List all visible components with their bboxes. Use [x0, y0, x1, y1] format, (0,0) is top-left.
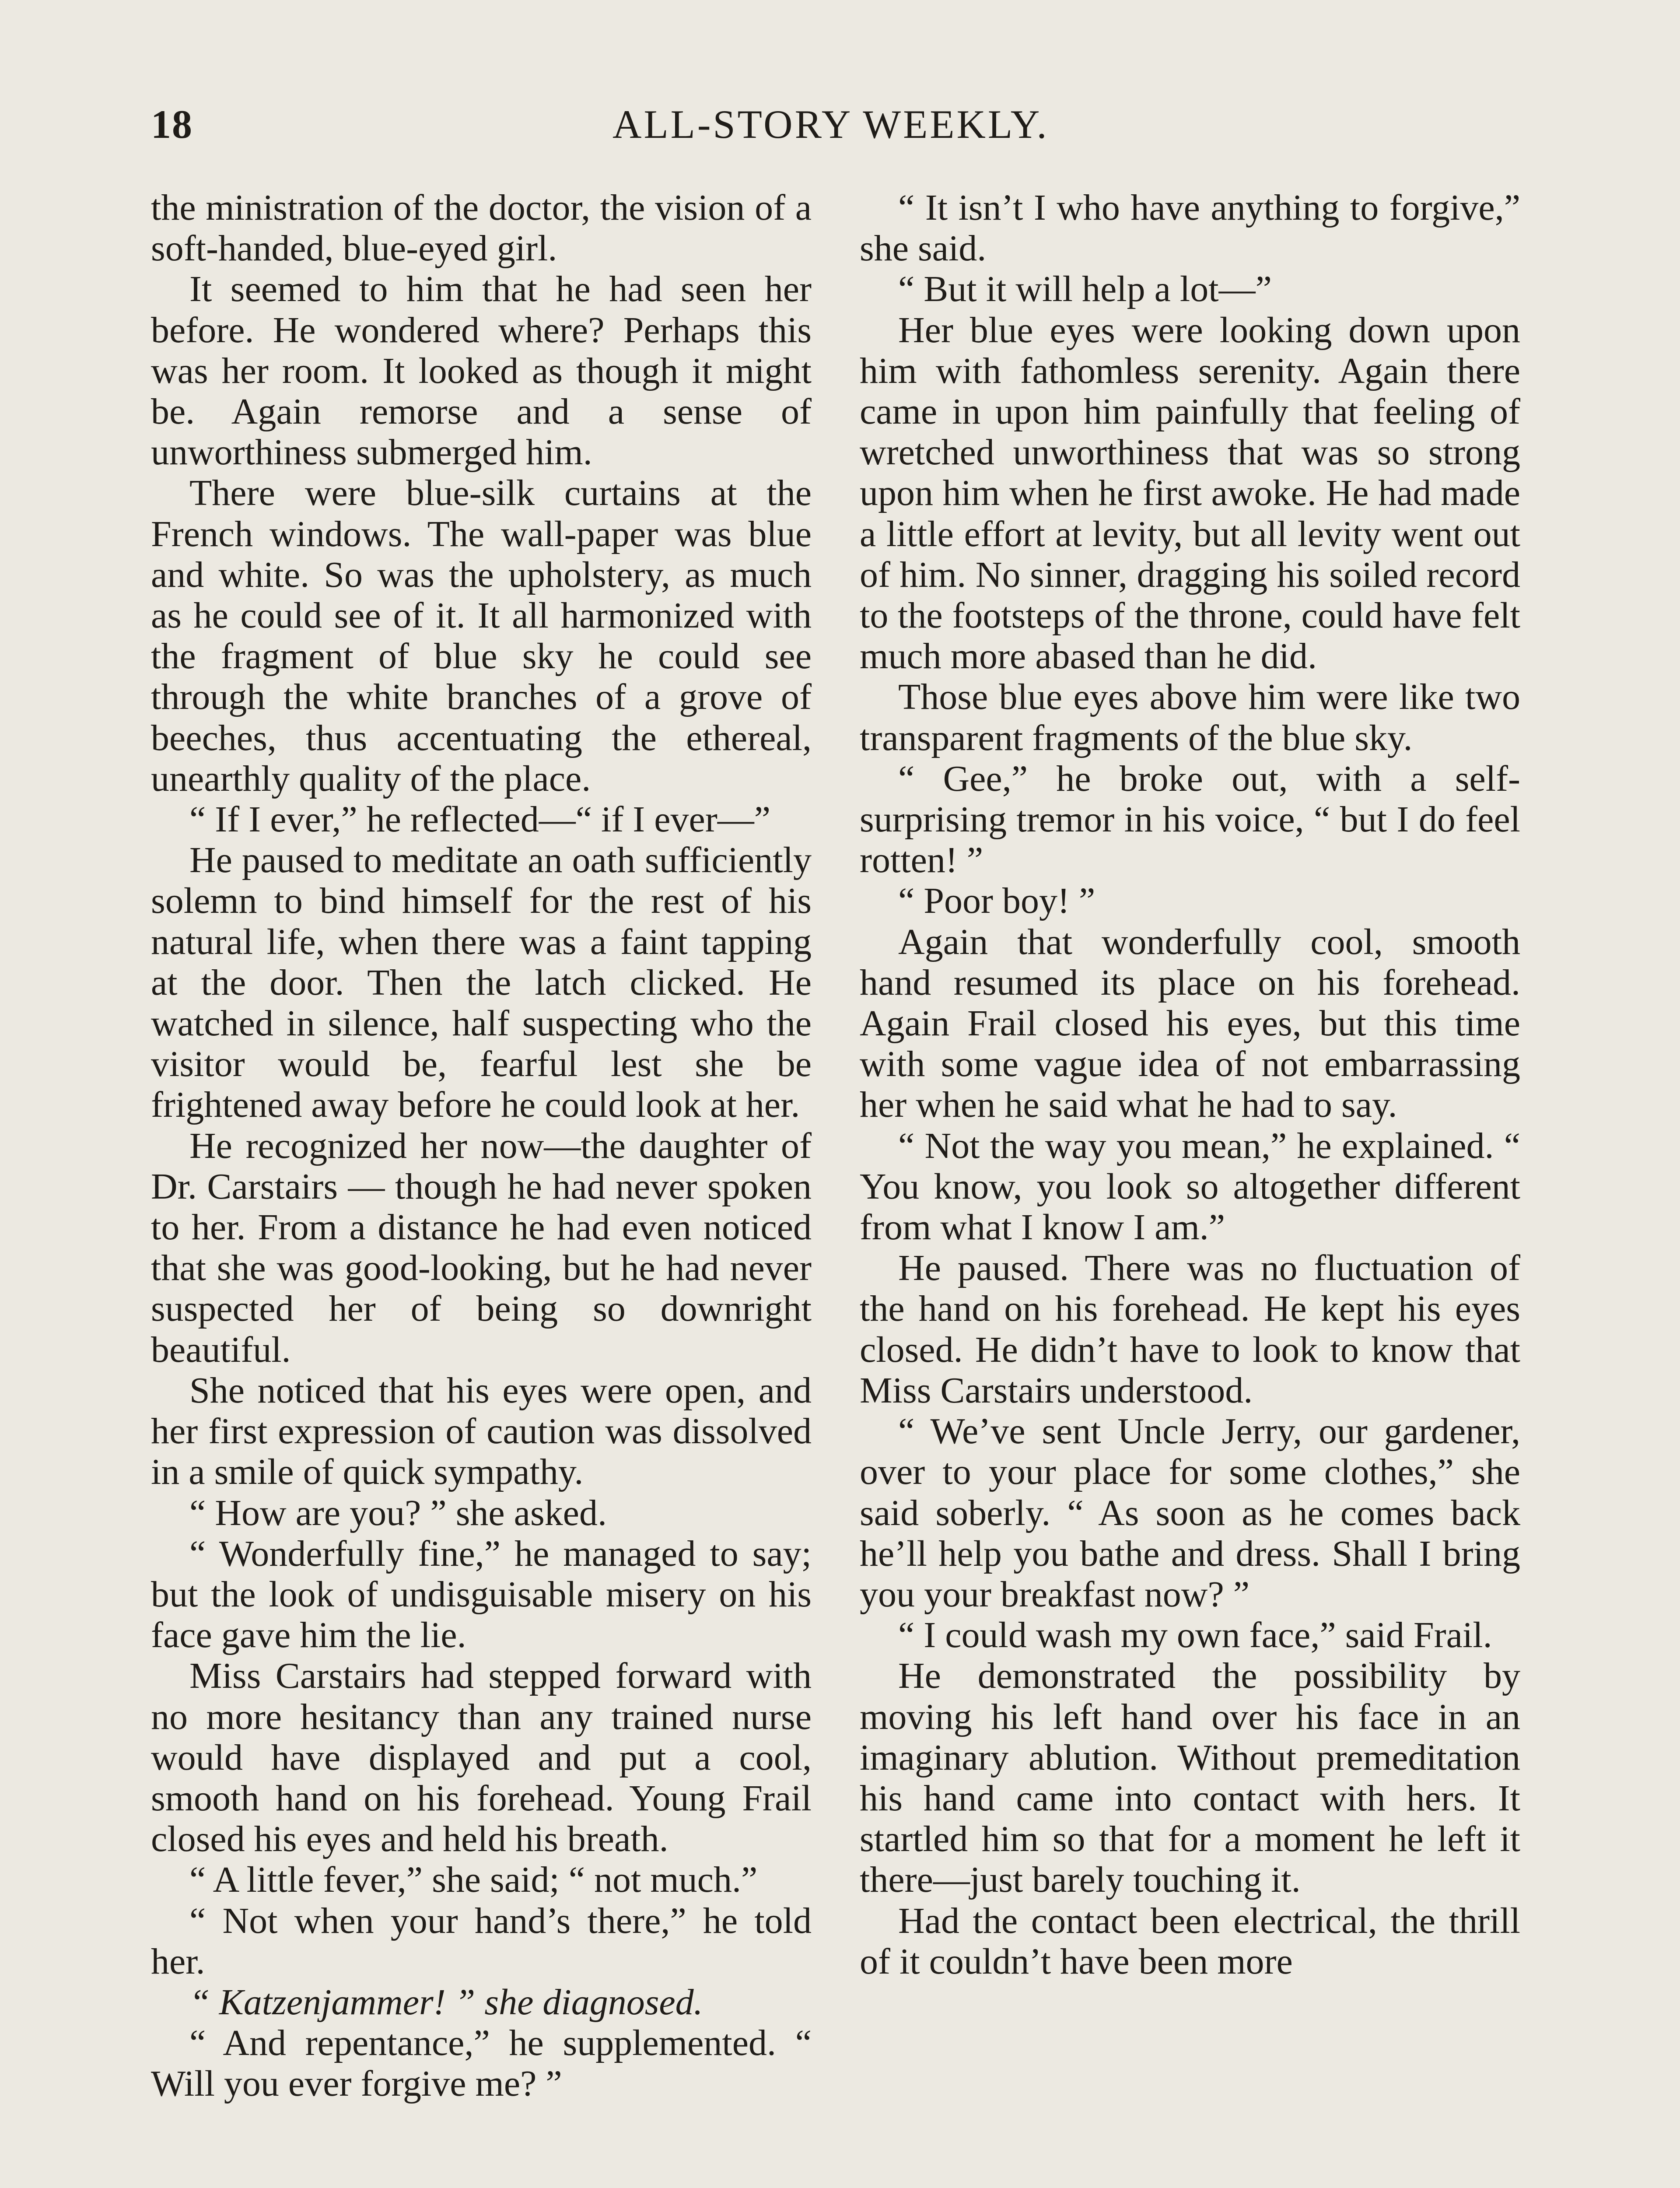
paragraph: “ Not when your hand’s there,” he told her. — [151, 1900, 812, 1982]
paragraph: “ It isn’t I who have anything to forgive,” she said. — [860, 187, 1520, 269]
paragraph: “ How are you? ” she asked. — [189, 1492, 607, 1533]
paragraph: the ministration of the doctor, the vision of a soft-handed, blue-eyed girl. — [151, 187, 812, 269]
paragraph: Miss Carstairs had stepped forward with no more hesitancy than any trained nurse would have displayed and put a cool, smooth hand on his forehead. Young Frail closed his eyes and held his breath. — [151, 1655, 812, 1860]
paragraph: Those blue eyes above him were like two transparent fragments of the blue sky. — [860, 677, 1520, 758]
paragraph: “ But it will help a lot—” — [898, 269, 1272, 310]
paragraph: Again that wonderfully cool, smooth hand resumed its place on his forehead. Again Frail closed his eyes, but this time with some vague idea of not embarrassing her when he said what he had to say. — [860, 921, 1520, 1126]
paragraph: He recognized her now—the daughter of Dr. Carstairs — though he had never spoken to her. From a distance he had even noticed that she was good-looking, but he had never suspected her of being so downright beautiful. — [151, 1125, 812, 1370]
paragraph: Her blue eyes were looking down upon him with fathomless serenity. Again there came in upon him painfully that feeling of wretched unworthiness that was so strong upon him when he first awoke. He had made a little effort at levity, but all levity went out of him. No sinner, dragging his soiled record to the footsteps of the throne, could have felt much more abased than he did. — [860, 309, 1520, 677]
paragraph: “ We’ve sent Uncle Jerry, our gardener, over to your place for some clothes,” she said soberly. “ As soon as he comes back he’ll help you bathe and dress. Shall I bring you your breakfast now? ” — [860, 1411, 1520, 1615]
paragraph: She noticed that his eyes were open, and her first expression of caution was dissolved in a smile of quick sympathy. — [151, 1370, 812, 1493]
paragraph-italic: “ Katzenjammer! ” she diagnosed. — [189, 1981, 703, 2023]
paragraph: He demonstrated the possibility by moving his left hand over his face in an imaginary ablution. Without premeditation his hand came into contact with hers. It startled him so that for a moment he left it there—just barely touching it. — [860, 1655, 1520, 1900]
paragraph: “ Gee,” he broke out, with a self-surprising tremor in his voice, “ but I do feel rotten! ” — [860, 758, 1520, 881]
paragraph: Had the contact been electrical, the thrill of it couldn’t have been more — [860, 1900, 1520, 1982]
paragraph: He paused to meditate an oath sufficiently solemn to bind himself for the rest of his natural life, when there was a faint tapping at the door. Then the latch clicked. He watched in silence, half suspecting who the visitor would be, fearful lest she be frightened away before he could look at her. — [151, 840, 812, 1126]
right-column — [860, 187, 1520, 1982]
paragraph: “ If I ever,” he reflected—“ if I ever—” — [189, 799, 771, 840]
left-column — [151, 187, 812, 2104]
paragraph: “ Poor boy! ” — [898, 880, 1096, 922]
paragraph: “ And repentance,” he supplemented. “ Will you ever forgive me? ” — [151, 2023, 812, 2104]
paragraph: It seemed to him that he had seen her before. He wondered where? Perhaps this was her room. It looked as though it might be. Again remorse and a sense of unworthiness submerged him. — [151, 269, 812, 473]
paragraph: “ I could wash my own face,” said Frail. — [898, 1615, 1492, 1656]
paragraph: There were blue-silk curtains at the French windows. The wall-paper was blue and white. So was the upholstery, as much as he could see of it. It all harmonized with the fragment of blue sky he could see through the white branches of a grove of beeches, thus accentuating the ethereal, unearthly quality of the place. — [151, 473, 812, 799]
paragraph: “ Not the way you mean,” he explained. “ You know, you look so altogether different from what I know I am.” — [860, 1125, 1520, 1248]
paragraph: “ Wonderfully fine,” he managed to say; but the look of undisguisable misery on his face gave him the lie. — [151, 1533, 812, 1656]
paragraph: He paused. There was no fluctuation of the hand on his forehead. He kept his eyes closed. He didn’t have to look to know that Miss Carstairs understood. — [860, 1248, 1520, 1411]
paragraph: “ A little fever,” she said; “ not much.” — [189, 1859, 758, 1900]
page-number: 18 — [151, 102, 193, 147]
running-head: ALL-STORY WEEKLY. — [612, 102, 1049, 147]
